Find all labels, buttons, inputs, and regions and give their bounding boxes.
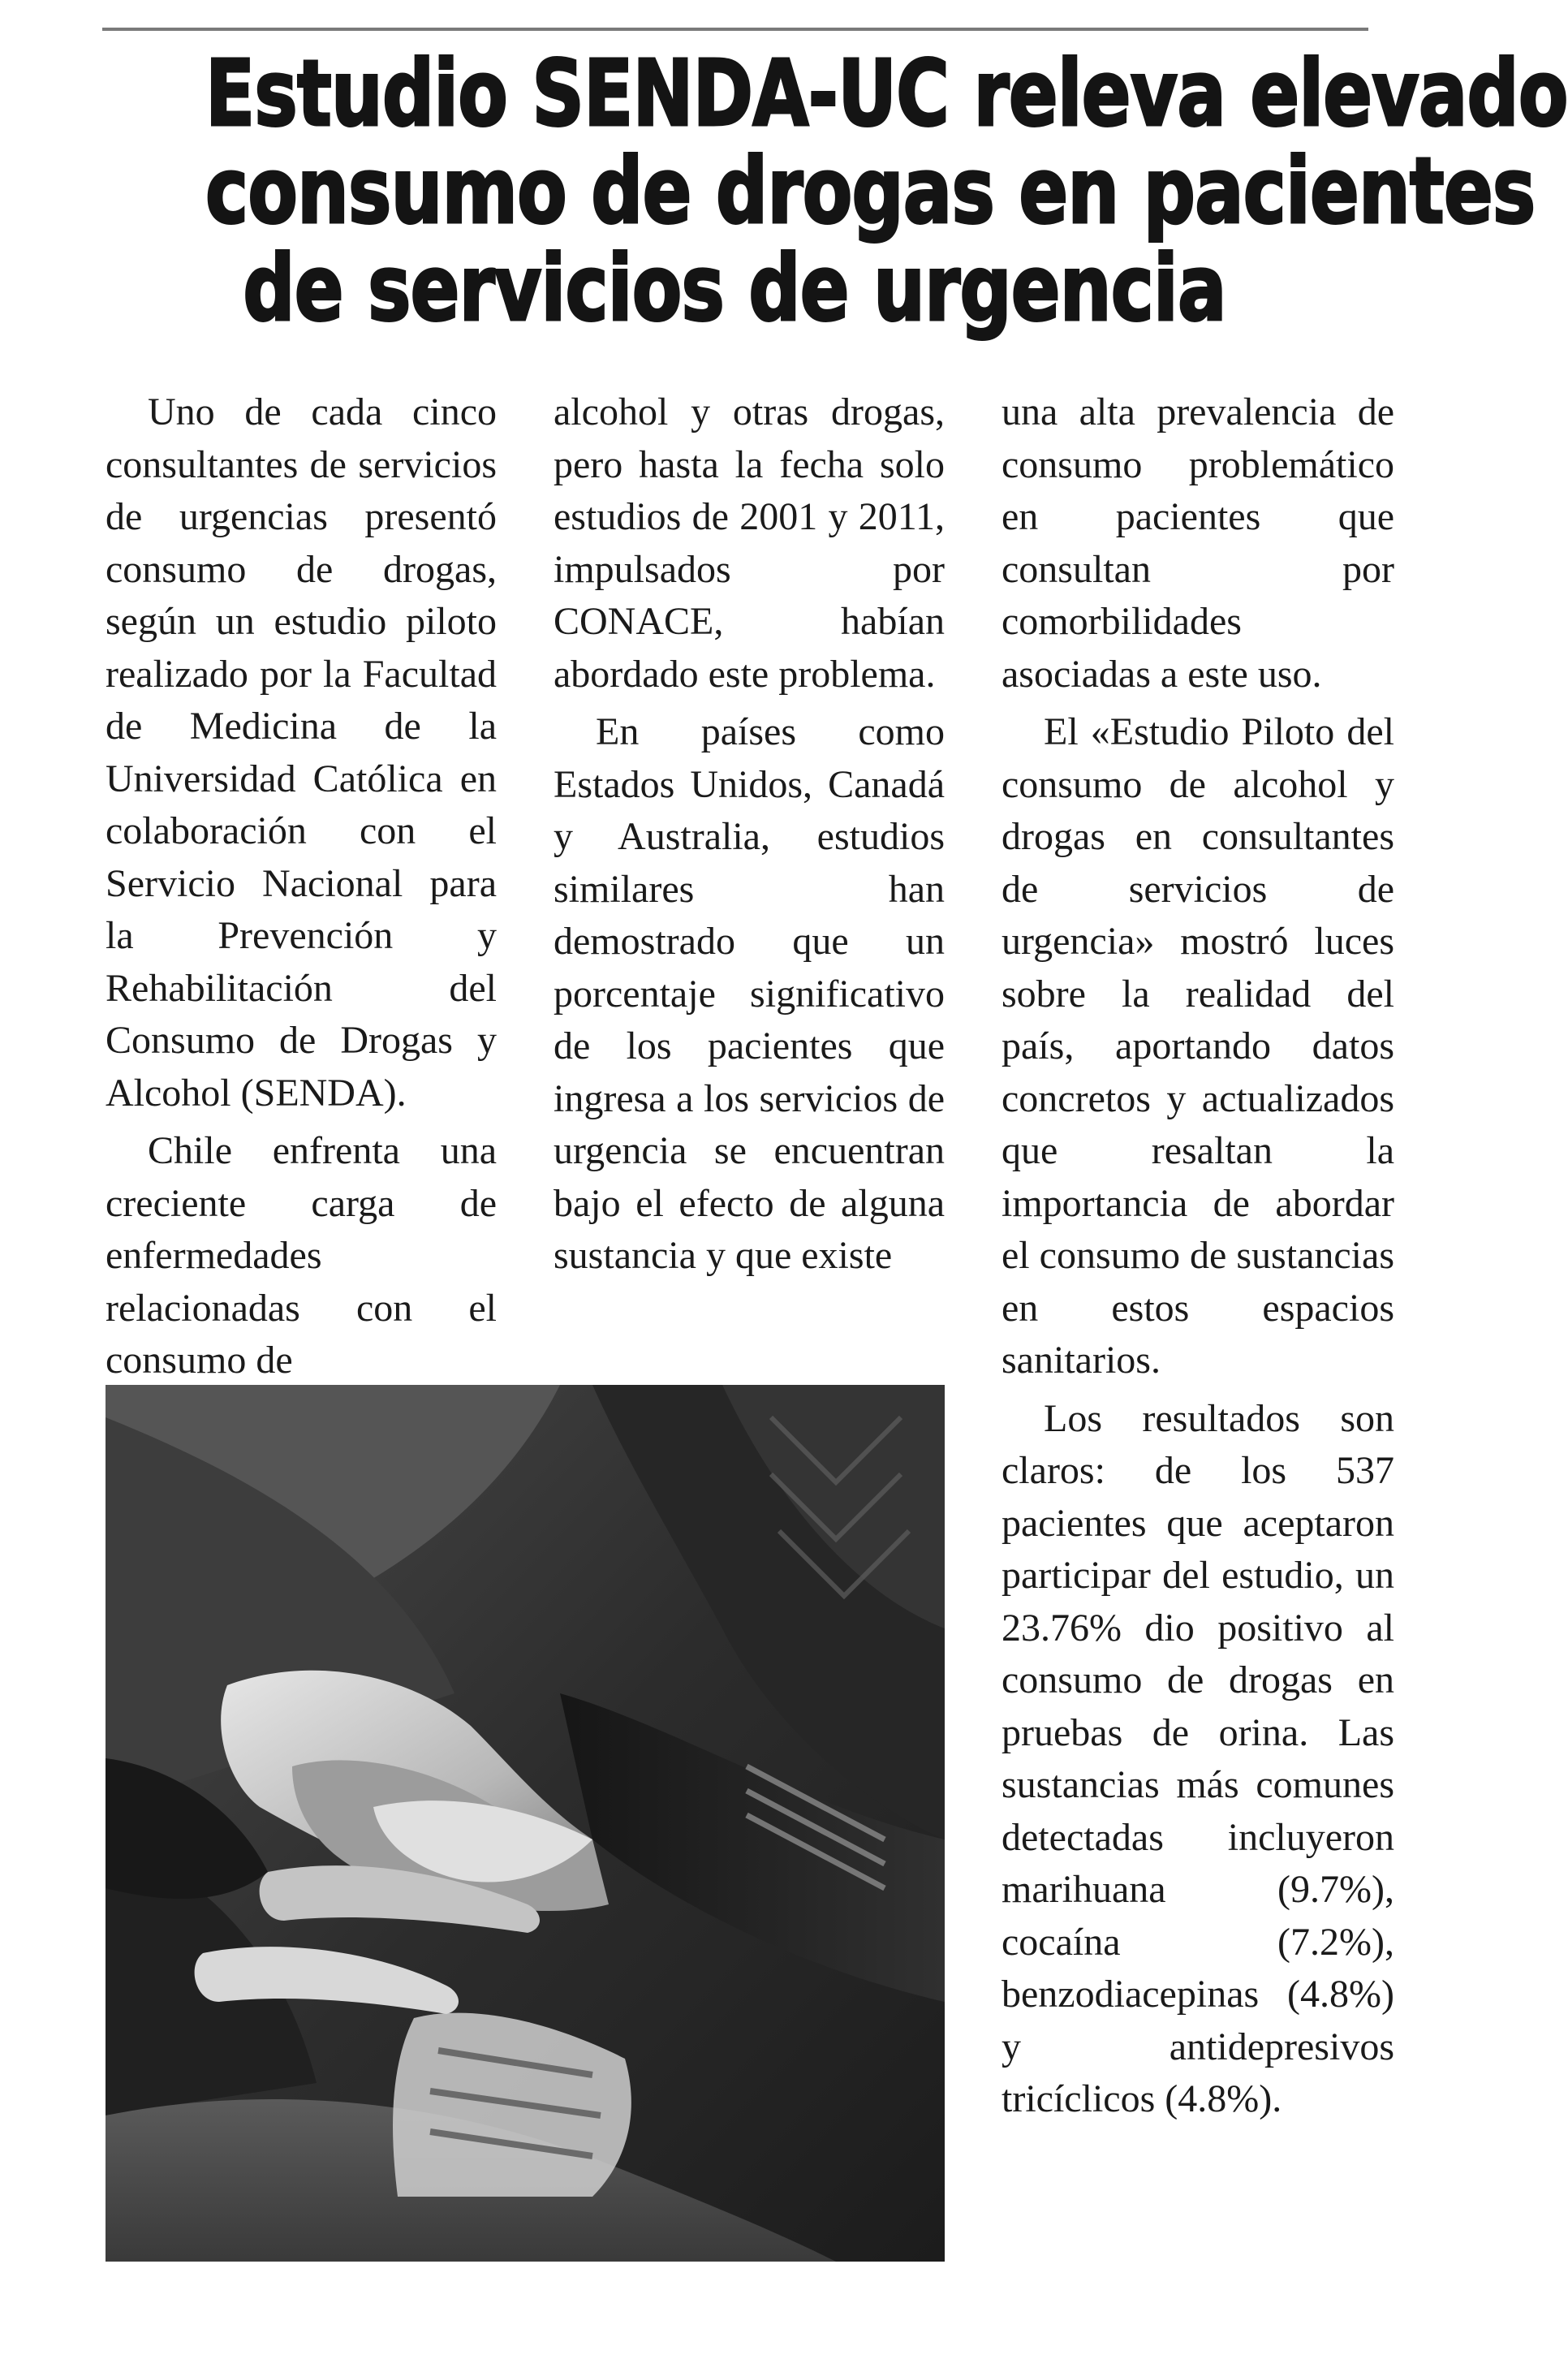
paragraph-results: Los resultados son claros: de los 537 pacientes que aceptaron participar del estudio, un 23.76% dio positivo al consumo de drogas en pruebas de orina. Las sustancias más comunes detectadas incluyeron marihuana (9.7%), cocaína (7.2%), benzodiacepinas (4.8%) y antidepresivos tricíclicos (4.8%). (1002, 1396, 1394, 2120)
paragraph-chile-continued: alcohol y otras drogas, pero hasta la fecha solo estudios de 2001 y 2011, impulsados por CONACE, habían abordado este problema. (554, 390, 945, 696)
column-3 (1002, 386, 1394, 2132)
hands-photo-illustration (106, 1385, 945, 2262)
column-2 (554, 386, 945, 1288)
headline-line-1: Estudio SENDA-UC releva elevado (205, 41, 1568, 147)
headline-line-3: de servicios de urgencia (243, 236, 1226, 342)
column-1 (106, 386, 497, 1393)
paragraph-other-countries-continued: una alta prevalencia de consumo problemático en pacientes que consultan por comorbilidades asociadas a este uso. (1002, 390, 1394, 696)
paragraph-other-countries: En países como Estados Unidos, Canadá y Australia, estudios similares han demostrado que un porcentaje significativo de los pacientes que ingresa a los servicios de urgencia se encuentran bajo el efecto de alguna sustancia y que existe (554, 710, 945, 1277)
headline-line-2: consumo de drogas en pacientes (205, 139, 1536, 244)
paragraph-pilot-study: El «Estudio Piloto del consumo de alcohol y drogas en consultantes de servicios de urgencia» mostró luces sobre la realidad del país, aportando datos concretos y actualizados que resaltan la importancia de abordar el consumo de sustancias en estos espacios sanitarios. (1002, 710, 1394, 1382)
article-photo (106, 1385, 945, 2262)
paragraph-chile: Chile enfrenta una creciente carga de enfermedades relacionadas con el consumo de (106, 1129, 497, 1382)
paragraph-intro: Uno de cada cinco consultantes de servicios de urgencias presentó consumo de drogas, según un estudio piloto realizado por la Facultad de Medicina de la Universidad Católica en colaboración con el Servicio Nacional para la Prevención y Rehabilitación del Consumo de Drogas y Alcohol (SENDA). (106, 390, 497, 1115)
headline (205, 41, 1568, 342)
top-rule (102, 28, 1368, 31)
